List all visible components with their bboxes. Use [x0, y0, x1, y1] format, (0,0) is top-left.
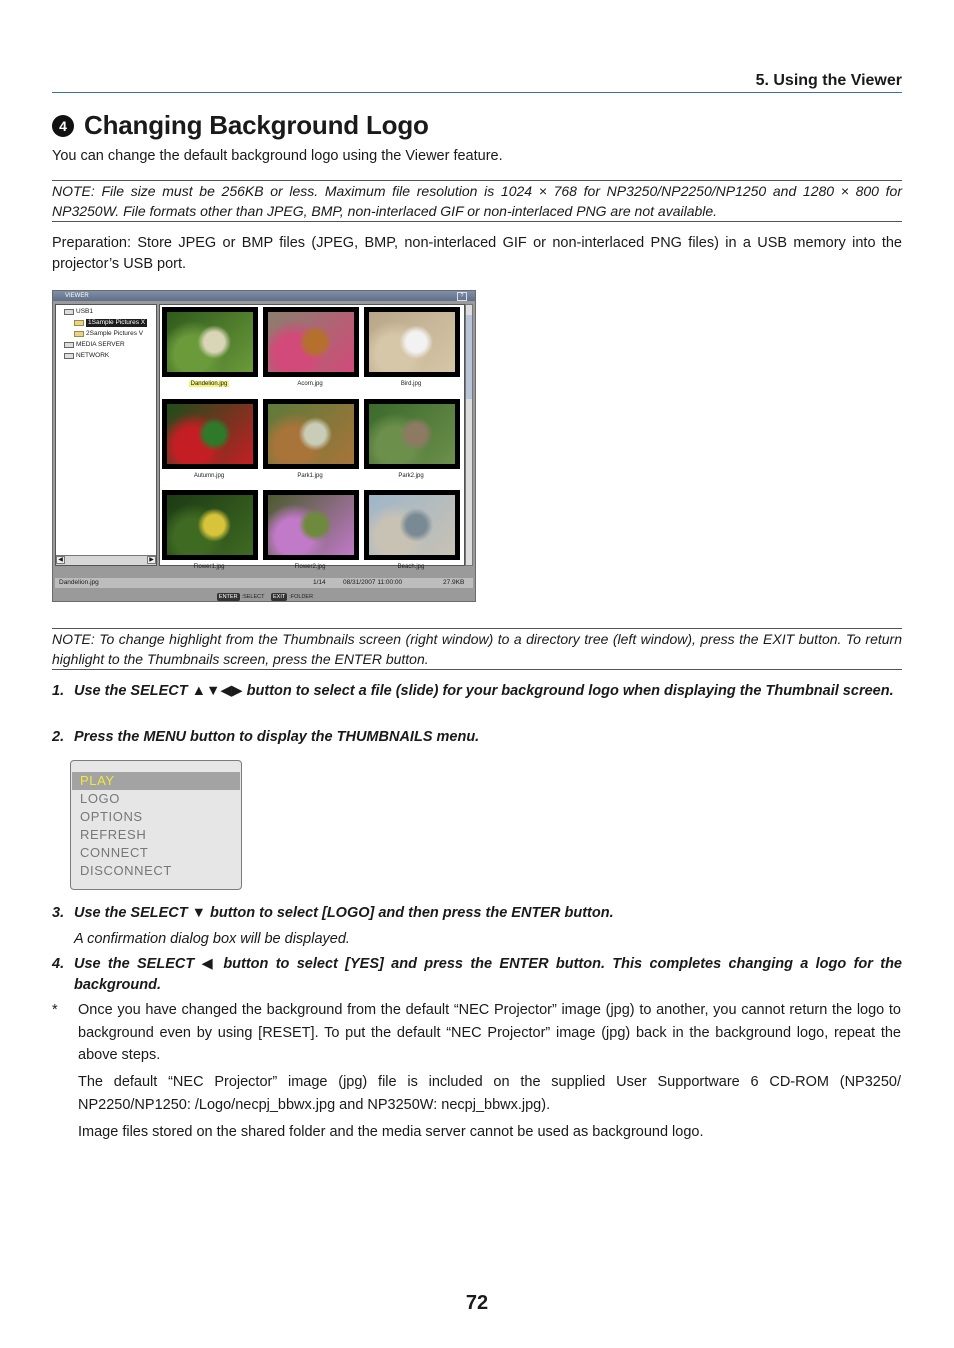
menu-item-connect[interactable]: CONNECT [80, 845, 149, 860]
thumbnail-image [167, 495, 253, 555]
step-1 [52, 681, 902, 702]
thumbnail-image [369, 404, 455, 464]
exit-key-icon: EXIT [272, 594, 286, 600]
thumbnail-image [167, 312, 253, 372]
server-icon [64, 342, 74, 348]
step-number: 2. [52, 729, 65, 745]
status-file-name: Dandelion.jpg [59, 579, 99, 586]
step-2 [52, 727, 902, 748]
step-text: Use the SELECT ▲▼◀▶ button to select a file (slide) for your background logo when displaying the Thumbnail screen. [74, 683, 894, 699]
thumbnail-grid[interactable] [159, 304, 465, 570]
asterisk-marker: * [52, 1002, 58, 1018]
folder-icon [74, 320, 84, 326]
viewer-status-bar [55, 578, 473, 588]
file-size-note: NOTE: File size must be 256KB or less. Maximum file resolution is 1024 × 768 for NP3250/NP2250/NP1250 and 1280 × 800 for NP3250W. File formats other than JPEG, BMP, non-interlaced GIF or non-interlaced PNG are not available. [52, 180, 902, 222]
tree-item-network[interactable]: NETWORK [64, 352, 109, 360]
thumbnail-vertical-scrollbar[interactable] [465, 304, 473, 566]
scroll-right-icon[interactable]: ▶ [147, 556, 156, 564]
status-size: 27.9KB [443, 579, 465, 586]
enter-key-icon: ENTER [218, 594, 238, 600]
step-3-note: A confirmation dialog box will be displayed. [74, 931, 350, 947]
page-number: 72 [465, 1292, 489, 1314]
viewer-title: VIEWER [65, 293, 89, 299]
highlight-note: NOTE: To change highlight from the Thumbnails screen (right window) to a directory tree (left window), press the EXIT button. To return highlight to the Thumbnails screen, press the ENTER button. [52, 628, 902, 670]
key-label: :SELECT [241, 594, 265, 600]
thumbnail-caption: Flower1.jpg [193, 564, 225, 570]
thumbnail-image [268, 495, 354, 555]
thumbnail-caption: Dandelion.jpg [190, 381, 228, 387]
title-text: Changing Background Logo [84, 109, 429, 140]
key-label: :FOLDER [289, 594, 314, 600]
step-text: Use the SELECT ▼ button to select [LOGO] and then press the ENTER button. [74, 905, 614, 921]
tree-item-folder-1[interactable]: 1Sample Pictures X [74, 319, 147, 327]
page-title [52, 108, 429, 142]
thumbnail-caption: Flower2.jpg [294, 564, 326, 570]
thumbnail[interactable] [362, 397, 460, 485]
step-number: 4. [52, 956, 65, 972]
thumbnail-image [268, 404, 354, 464]
status-count: 1/14 [313, 579, 326, 586]
tree-item-media-server[interactable]: MEDIA SERVER [64, 341, 125, 349]
menu-item-disconnect[interactable]: DISCONNECT [80, 863, 172, 878]
menu-item-logo[interactable]: LOGO [80, 791, 120, 806]
thumbnail[interactable] [160, 305, 258, 393]
viewer-title-bar [53, 291, 475, 301]
thumbnail[interactable] [261, 488, 359, 576]
menu-item-options[interactable]: OPTIONS [80, 809, 143, 824]
tree-horizontal-scrollbar[interactable] [56, 555, 156, 565]
scroll-handle[interactable] [466, 315, 472, 399]
reset-note: Once you have changed the background from the default “NEC Projector” image (jpg) to another, you cannot return the logo to background even by using [RESET]. To put the default “NEC Projector” image (jpg) back in the background logo, repeat the above steps. [78, 1002, 901, 1063]
folder-icon [74, 331, 84, 337]
step-number-badge: 4 [52, 115, 74, 137]
usb-drive-icon [64, 309, 74, 315]
thumbnail-caption: Park2.jpg [398, 473, 424, 479]
thumbnail[interactable] [362, 488, 460, 576]
tree-item-folder-2[interactable]: 2Sample Pictures V [74, 330, 143, 338]
thumbnail-image [167, 404, 253, 464]
thumbnail[interactable] [160, 488, 258, 576]
thumbnail-caption: Park1.jpg [297, 473, 323, 479]
status-date: 08/31/2007 11:00:00 [343, 579, 403, 586]
key-guide [53, 593, 475, 601]
step-text: Use the SELECT ◀ button to select [YES] and press the ENTER button. This completes changing a logo for the background. [74, 956, 902, 993]
tree-item-usb1[interactable]: USB1 [64, 308, 93, 316]
step-3 [52, 903, 902, 924]
shared-folder-note: Image files stored on the shared folder and the media server cannot be used as background logo. [78, 1124, 704, 1140]
menu-item-refresh[interactable]: REFRESH [80, 827, 147, 842]
thumbnail[interactable] [261, 397, 359, 485]
menu-item-play[interactable]: PLAY [80, 773, 115, 788]
step-text: Press the MENU button to display the THUMBNAILS menu. [74, 729, 480, 745]
thumbnail[interactable] [362, 305, 460, 393]
step-number: 1. [52, 683, 65, 699]
thumbnail-caption: Acorn.jpg [297, 381, 323, 387]
step-4 [52, 954, 902, 996]
network-icon [64, 353, 74, 359]
thumbnails-menu [70, 760, 242, 890]
thumbnail-image [369, 495, 455, 555]
default-image-note: The default “NEC Projector” image (jpg) file is included on the supplied User Supportware 6 CD-ROM (NP3250/ NP2250/NP1250: /Logo/necpj_bbwx.jpg and NP3250W: necpj_bbwx.jpg). [78, 1074, 901, 1113]
thumbnail-image [369, 312, 455, 372]
viewer-screenshot [52, 290, 476, 602]
thumbnail-caption: Autumn.jpg [193, 473, 225, 479]
directory-tree[interactable] [55, 304, 157, 566]
thumbnail[interactable] [261, 305, 359, 393]
intro-text: You can change the default background logo using the Viewer feature. [52, 148, 503, 164]
preparation-text: Preparation: Store JPEG or BMP files (JPEG, BMP, non-interlaced GIF or non-interlaced PNG files) in a USB memory into the projector’s USB port. [52, 235, 902, 272]
thumbnail-image [268, 312, 354, 372]
thumbnail[interactable] [160, 397, 258, 485]
thumbnail-caption: Bird.jpg [400, 381, 422, 387]
thumbnail-caption: Beach.jpg [397, 564, 425, 570]
scroll-left-icon[interactable]: ◀ [56, 556, 65, 564]
help-icon[interactable]: ? [457, 292, 467, 301]
section-header: 5. Using the Viewer [52, 70, 902, 93]
step-number: 3. [52, 905, 65, 921]
